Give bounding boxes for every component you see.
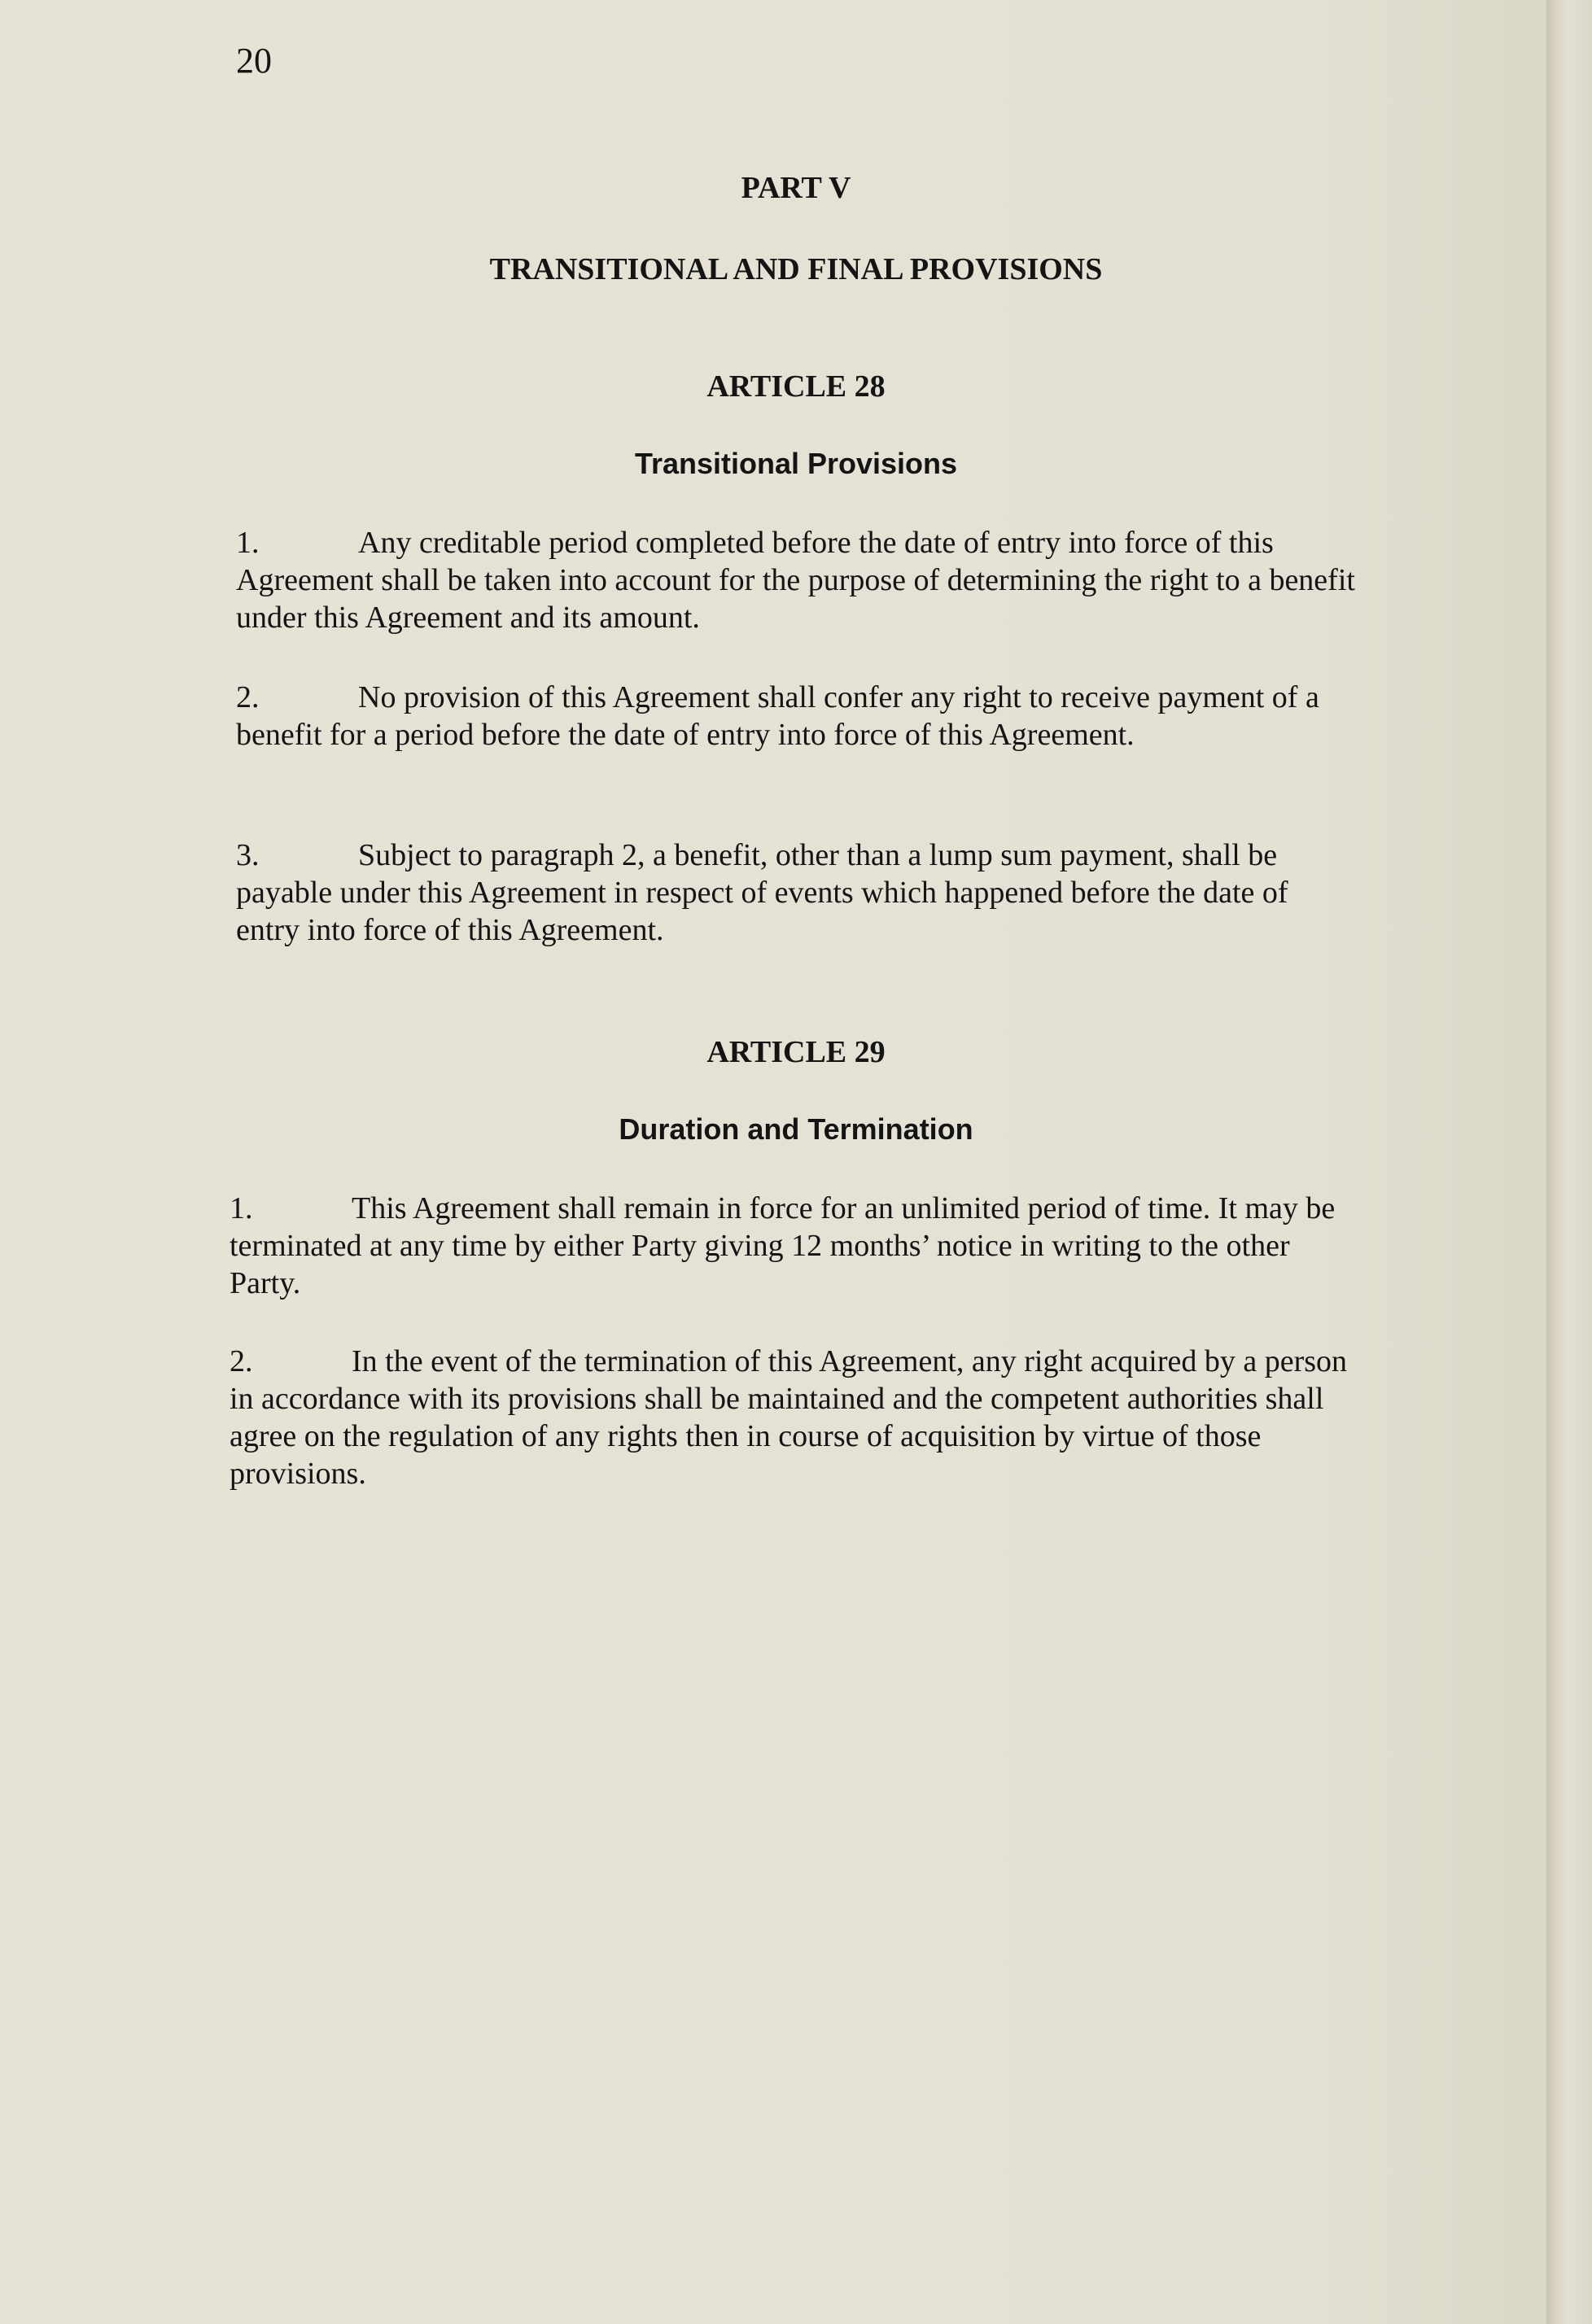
part-title: PART V [741, 171, 851, 205]
paragraph-text: This Agreement shall remain in force for an unlimited period of time. It may be terminated at any time by either Party giving 12 months’ notice in writing to the other Party. [230, 1191, 1336, 1300]
article-29-title: Duration and Termination [619, 1112, 973, 1146]
page-spine-edge [1546, 0, 1592, 2324]
paragraph-text: Any creditable period completed before the date of entry into force of this Agreement shall be taken into account for the purpose of determining the right to a benefit under this Agreement and its amount. [236, 526, 1355, 635]
paragraph-number: 2. [230, 1344, 253, 1378]
paragraph-text: In the event of the termination of this Agreement, any right acquired by a person in accordance with its provisions shall be maintained and the competent authorities shall agree on the regulation of any rights then in course of acquisition by virtue of those provisions. [230, 1344, 1348, 1491]
page-number: 20 [236, 41, 272, 81]
paragraph-number: 1. [236, 526, 260, 560]
article-28-heading: ARTICLE 28 [706, 369, 886, 404]
paragraph-number: 1. [230, 1191, 253, 1225]
part-subtitle: TRANSITIONAL AND FINAL PROVISIONS [489, 252, 1103, 286]
article-29-paragraph-1 [230, 1190, 1353, 1302]
paragraph-text: No provision of this Agreement shall confer any right to receive payment of a benefit for a period before the date of entry into force of this Agreement. [236, 680, 1319, 752]
article-28-paragraph-1 [236, 524, 1359, 636]
article-29-paragraph-2 [230, 1343, 1353, 1492]
paragraph-number: 2. [236, 680, 260, 714]
paragraph-number: 3. [236, 838, 260, 872]
article-28-title: Transitional Provisions [634, 447, 958, 480]
article-28-paragraph-3 [236, 837, 1359, 949]
article-28-paragraph-2 [236, 679, 1359, 754]
paragraph-text: Subject to paragraph 2, a benefit, other than a lump sum payment, shall be payable under this Agreement in respect of events which happened before the date of entry into force of this Agreement. [236, 838, 1288, 947]
article-29-heading: ARTICLE 29 [706, 1035, 886, 1069]
